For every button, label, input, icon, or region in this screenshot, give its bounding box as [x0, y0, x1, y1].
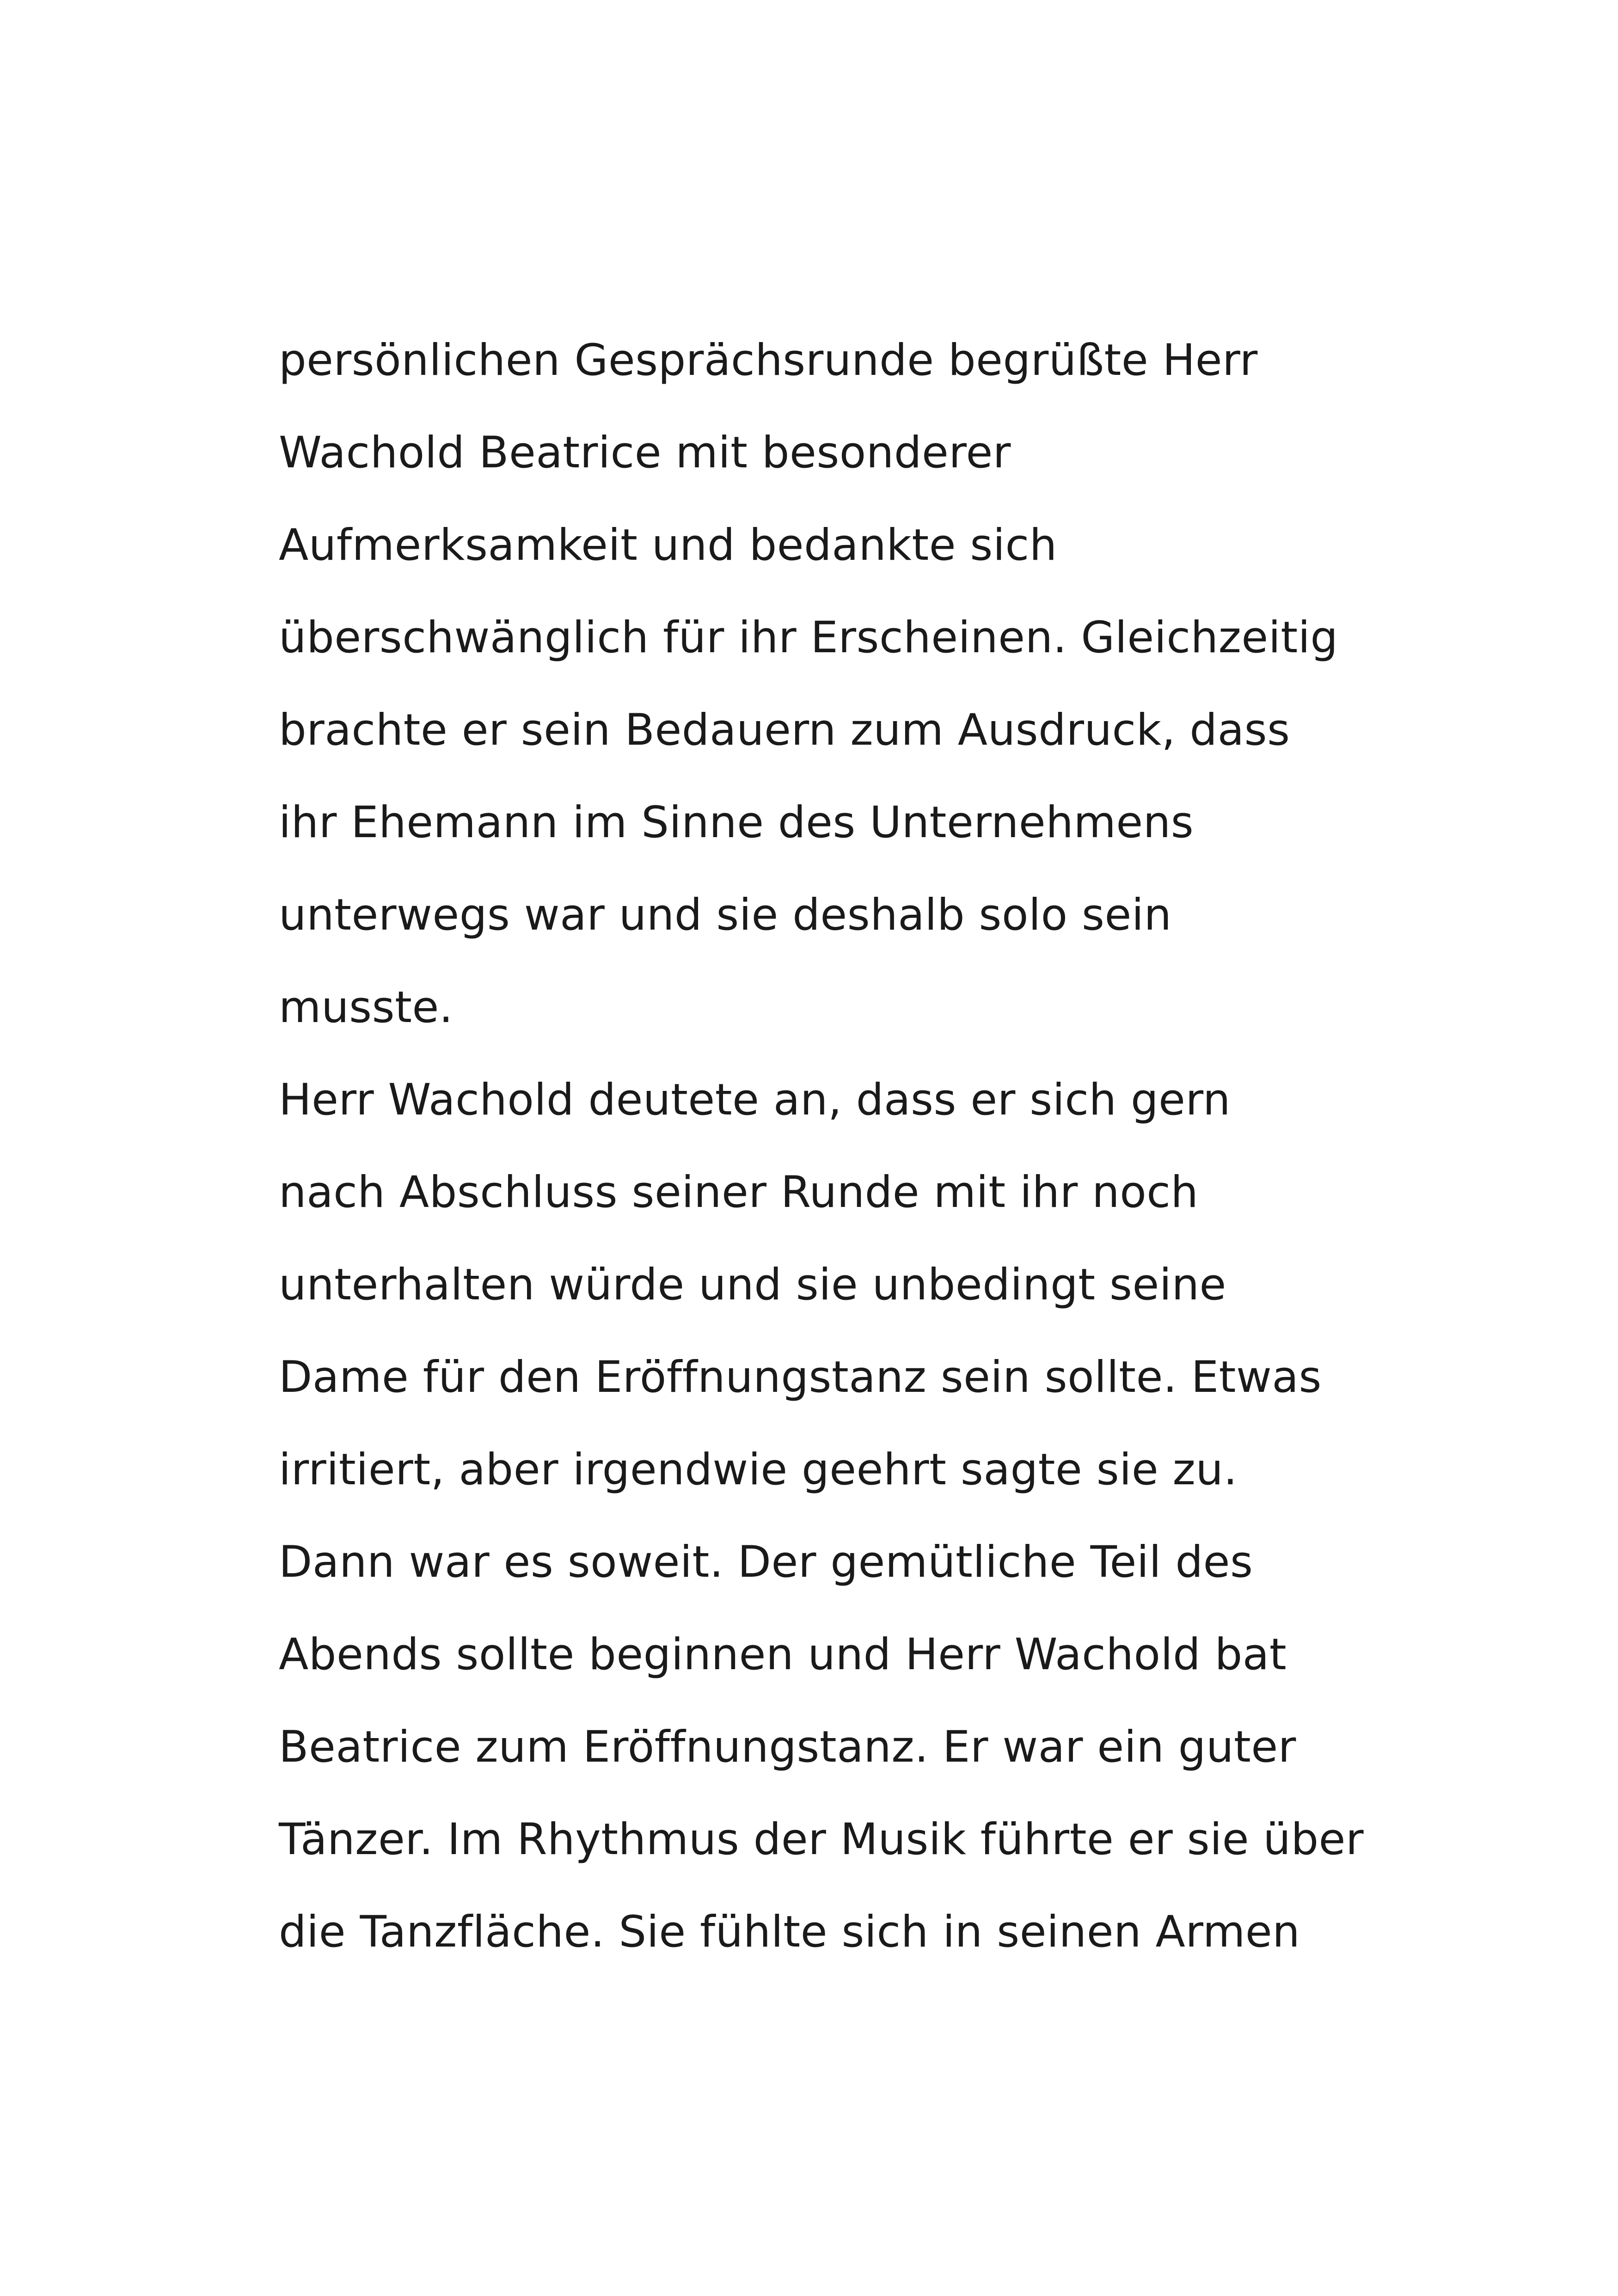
text-line: Wachold Beatrice mit besonderer	[279, 428, 1011, 478]
body-text	[279, 314, 1388, 1978]
text-line: irritiert, aber irgendwie geehrt sagte sie zu.	[279, 1445, 1238, 1495]
text-line: Dann war es soweit. Der gemütliche Teil des	[279, 1537, 1253, 1587]
text-line: Dame für den Eröffnungstanz sein sollte. Etwas	[279, 1352, 1322, 1402]
text-line: die Tanzfläche. Sie fühlte sich in seinen Armen	[279, 1907, 1300, 1957]
text-line: überschwänglich für ihr Erscheinen. Gleichzeitig	[279, 612, 1338, 663]
text-line: nach Abschluss seiner Runde mit ihr noch	[279, 1167, 1199, 1218]
text-line: unterwegs war und sie deshalb solo sein	[279, 890, 1172, 940]
text-line: persönlichen Gesprächsrunde begrüßte Herr	[279, 335, 1258, 386]
text-line: Herr Wachold deutete an, dass er sich gern	[279, 1075, 1231, 1125]
text-line: Aufmerksamkeit und bedankte sich	[279, 520, 1057, 570]
text-line: Abends sollte beginnen und Herr Wachold bat	[279, 1629, 1287, 1680]
text-line: musste.	[279, 982, 454, 1033]
text-line: ihr Ehemann im Sinne des Unternehmens	[279, 797, 1194, 848]
text-line: brachte er sein Bedauern zum Ausdruck, dass	[279, 705, 1290, 755]
text-line: Tänzer. Im Rhythmus der Musik führte er sie über	[279, 1814, 1364, 1865]
text-line: unterhalten würde und sie unbedingt seine	[279, 1260, 1226, 1310]
text-line: Beatrice zum Eröffnungstanz. Er war ein guter	[279, 1722, 1296, 1772]
